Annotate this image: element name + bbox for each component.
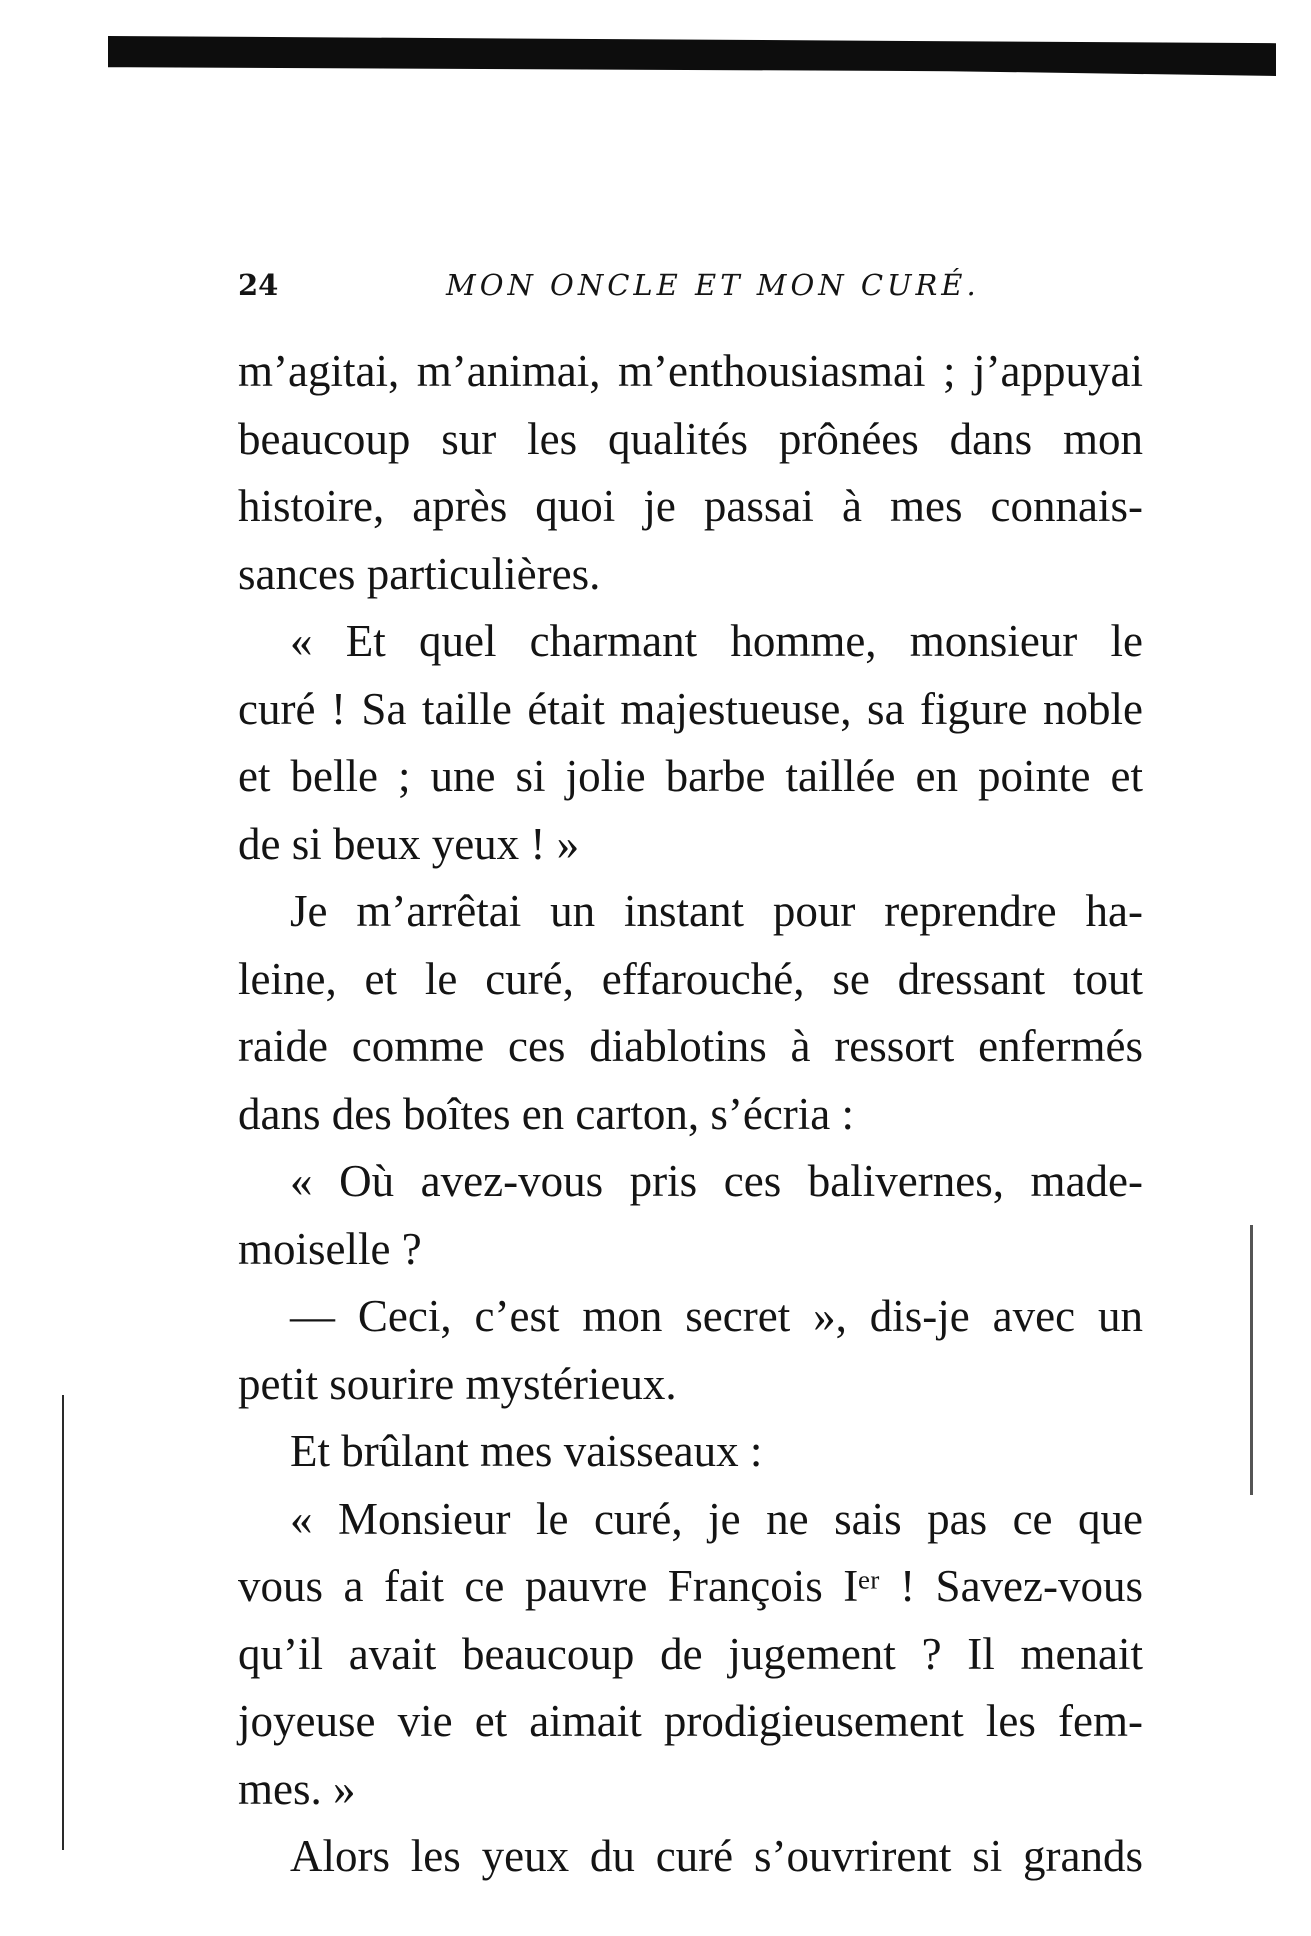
text-line: histoire, après quoi je passai à mes connais- [238,481,1143,531]
text-line: mes. » [238,1763,356,1814]
body-text [238,338,1143,1891]
text-line: curé ! Sa taille était majestueuse, sa figure noble [238,683,1143,734]
text-line: « Monsieur le curé, je ne sais pas ce que [290,1493,1143,1544]
text-line: « Où avez-vous pris ces balivernes, made- [290,1156,1143,1206]
text-line: beaucoup sur les qualités prônées dans mon [238,413,1143,464]
text-line: dans des boîtes en carton, s’écria : [238,1088,855,1139]
text-line: Et brûlant mes vaisseaux : [290,1426,763,1476]
text-line: m’agitai, m’animai, m’enthousiasmai ; j’appuyai [238,346,1143,396]
text-line: joyeuse vie et aimait prodigieusement les fem- [238,1696,1143,1746]
text-line: raide comme ces diablotins à ressort enfermés [238,1021,1143,1071]
text-line: « Et quel charmant homme, monsieur le [290,616,1143,666]
running-title: MON ONCLE ET MON CURÉ. [446,268,980,302]
page-number: 24 [238,268,279,302]
scan-right-margin-mark [1250,1225,1253,1495]
text-line: vous a fait ce pauvre François Iᵉʳ ! Savez-vous [238,1561,1143,1611]
text-line: qu’il avait beaucoup de jugement ? Il menait [238,1628,1143,1679]
text-line: leine, et le curé, effarouché, se dressant tout [238,953,1143,1004]
text-line: petit sourire mystérieux. [238,1358,677,1409]
scan-left-margin-mark [62,1395,64,1850]
text-line: et belle ; une si jolie barbe taillée en pointe et [238,751,1143,801]
text-line: — Ceci, c’est mon secret », dis-je avec un [290,1291,1143,1341]
text-line: de si beux yeux ! » [238,818,580,869]
text-line: sances particulières. [238,548,601,599]
text-line: Alors les yeux du curé s’ouvrirent si grands [290,1831,1143,1881]
scan-top-edge-bar [108,36,1276,76]
page-header [238,268,1138,308]
text-line: Je m’arrêtai un instant pour reprendre ha- [290,886,1143,936]
text-line: moiselle ? [238,1223,422,1274]
